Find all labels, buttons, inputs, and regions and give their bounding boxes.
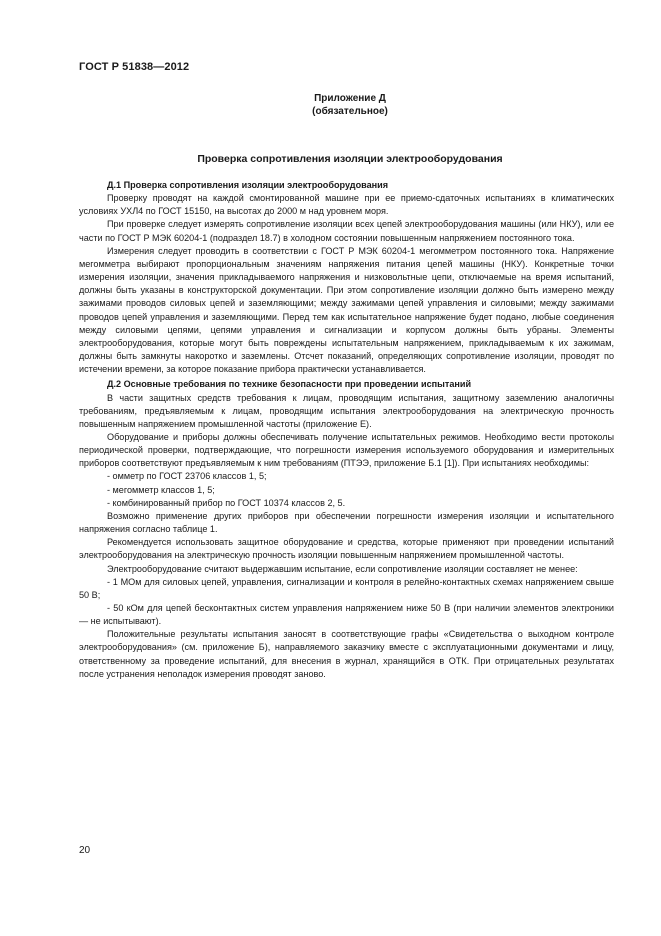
list-item: - омметр по ГОСТ 23706 классов 1, 5; [107,471,267,482]
paragraph: Рекомендуется использовать защитное оборудование и средства, которые применяют при проведении испытаний электрооборудования на электрическую прочность изоляции повышенным напряжением промышленной частоты. [79,537,614,561]
list-item: - комбинированный прибор по ГОСТ 10374 классов 2, 5. [107,497,346,508]
paragraph: Проверку проводят на каждой смонтированной машине при ее приемо-сдаточных испытаниях в климатических условиях УХЛ4 по ГОСТ 15150, на высотах до 2000 м над уровнем моря. [79,193,614,217]
document-header: ГОСТ Р 51838—2012 [79,61,190,73]
list-item: - 1 МОм для силовых цепей, управления, сигнализации и контроля в релейно-контактных схемах напряжением свыше 50 В; [79,576,614,600]
appendix-title: Проверка сопротивления изоляции электрооборудования [197,153,503,165]
paragraph: Положительные результаты испытания заносят в соответствующие графы «Свидетельства о выходном контроле электрооборудования» (см. приложение Б), направляемого заказчику вместе с эксплуатационными документами и лицу, ответственному за проведение испытаний, для внесения в журнал, хранящийся в ОТК. При отрицательных результатах после устранения неполадок измерения проводят заново. [79,629,614,679]
paragraph: Электрооборудование считают выдержавшим испытание, если сопротивление изоляции составляет не менее: [107,563,578,574]
list-item: - мегомметр классов 1, 5; [107,484,215,495]
list-item: - 50 кОм для цепей бесконтактных систем управления напряжением ниже 50 В (при наличии элементов электроники — не испытывают). [79,603,614,627]
paragraph: Измерения следует проводить в соответствии с ГОСТ Р МЭК 60204-1 мегомметром постоянного тока. Напряжение мегомметра выбирают пропорциональным значениям напряжения питания цепей машины (НКУ). Конкретные точки измерения изоляции, значения прикладываемого напряжения и низковольтные цепи, отключаемые на время испытаний, должны быть указаны в конструкторской документации. При этом сопротивление изоляции должно быть измерено между зажимами проводов силовых цепей и заземляющими; между зажимами цепей управления и силовыми; между зажимами проводов цепей управления и заземляющими. Перед тем как испытательное напряжение будет подано, любые соединения между силовыми цепями, цепями управления и сигнализации и корпусом должны быть убраны. Элементы электрооборудования, которые могут быть повреждены испытательным напряжением, прикладываемым к их зажимам, должны быть замкнуты накоротко и заземлены. Отсчет показаний, определяющих сопротивление изоляции, проводят по истечении времени, за которое показание прибора практически устанавливается. [79,245,614,375]
paragraph: Возможно применение других приборов при обеспечении погрешности измерения изоляции и испытательного напряжения согласно таблице 1. [79,510,614,535]
paragraph: При проверке следует измерять сопротивление изоляции всех цепей электрооборудования машины (или НКУ), или ее части по ГОСТ Р МЭК 60204-1 (подраздел 18.7) в холодном состоянии повышенным напряжением постоянного тока. [79,219,614,243]
document-body [79,178,614,681]
page-number: 20 [79,845,91,856]
appendix-caption [240,92,460,118]
paragraph: Оборудование и приборы должны обеспечивать получение испытательных режимов. Необходимо вести протоколы периодической проверки, подтверждающие, что погрешности измерения используемого оборудования и измерительных приборов соответствуют предъявляемым к ним требованиям (ПТЭЭ, приложение Б.1 [1]). При испытаниях необходимы: [79,431,614,469]
section-heading: Д.1 Проверка сопротивления изоляции электрооборудования [107,180,389,190]
paragraph: В части защитных средств требования к лицам, проводящим испытания, защитному заземлению аналогичны требованиям, предъявляемым к лицам, проводящим испытания электрооборудования на электрическую прочность повышенным напряжением промышленной частоты (приложение Е). [79,392,614,429]
appendix-name: Приложение Д [314,93,386,104]
section-heading: Д.2 Основные требования по технике безопасности при проведении испытаний [107,379,472,390]
appendix-status: (обязательное) [312,106,388,117]
